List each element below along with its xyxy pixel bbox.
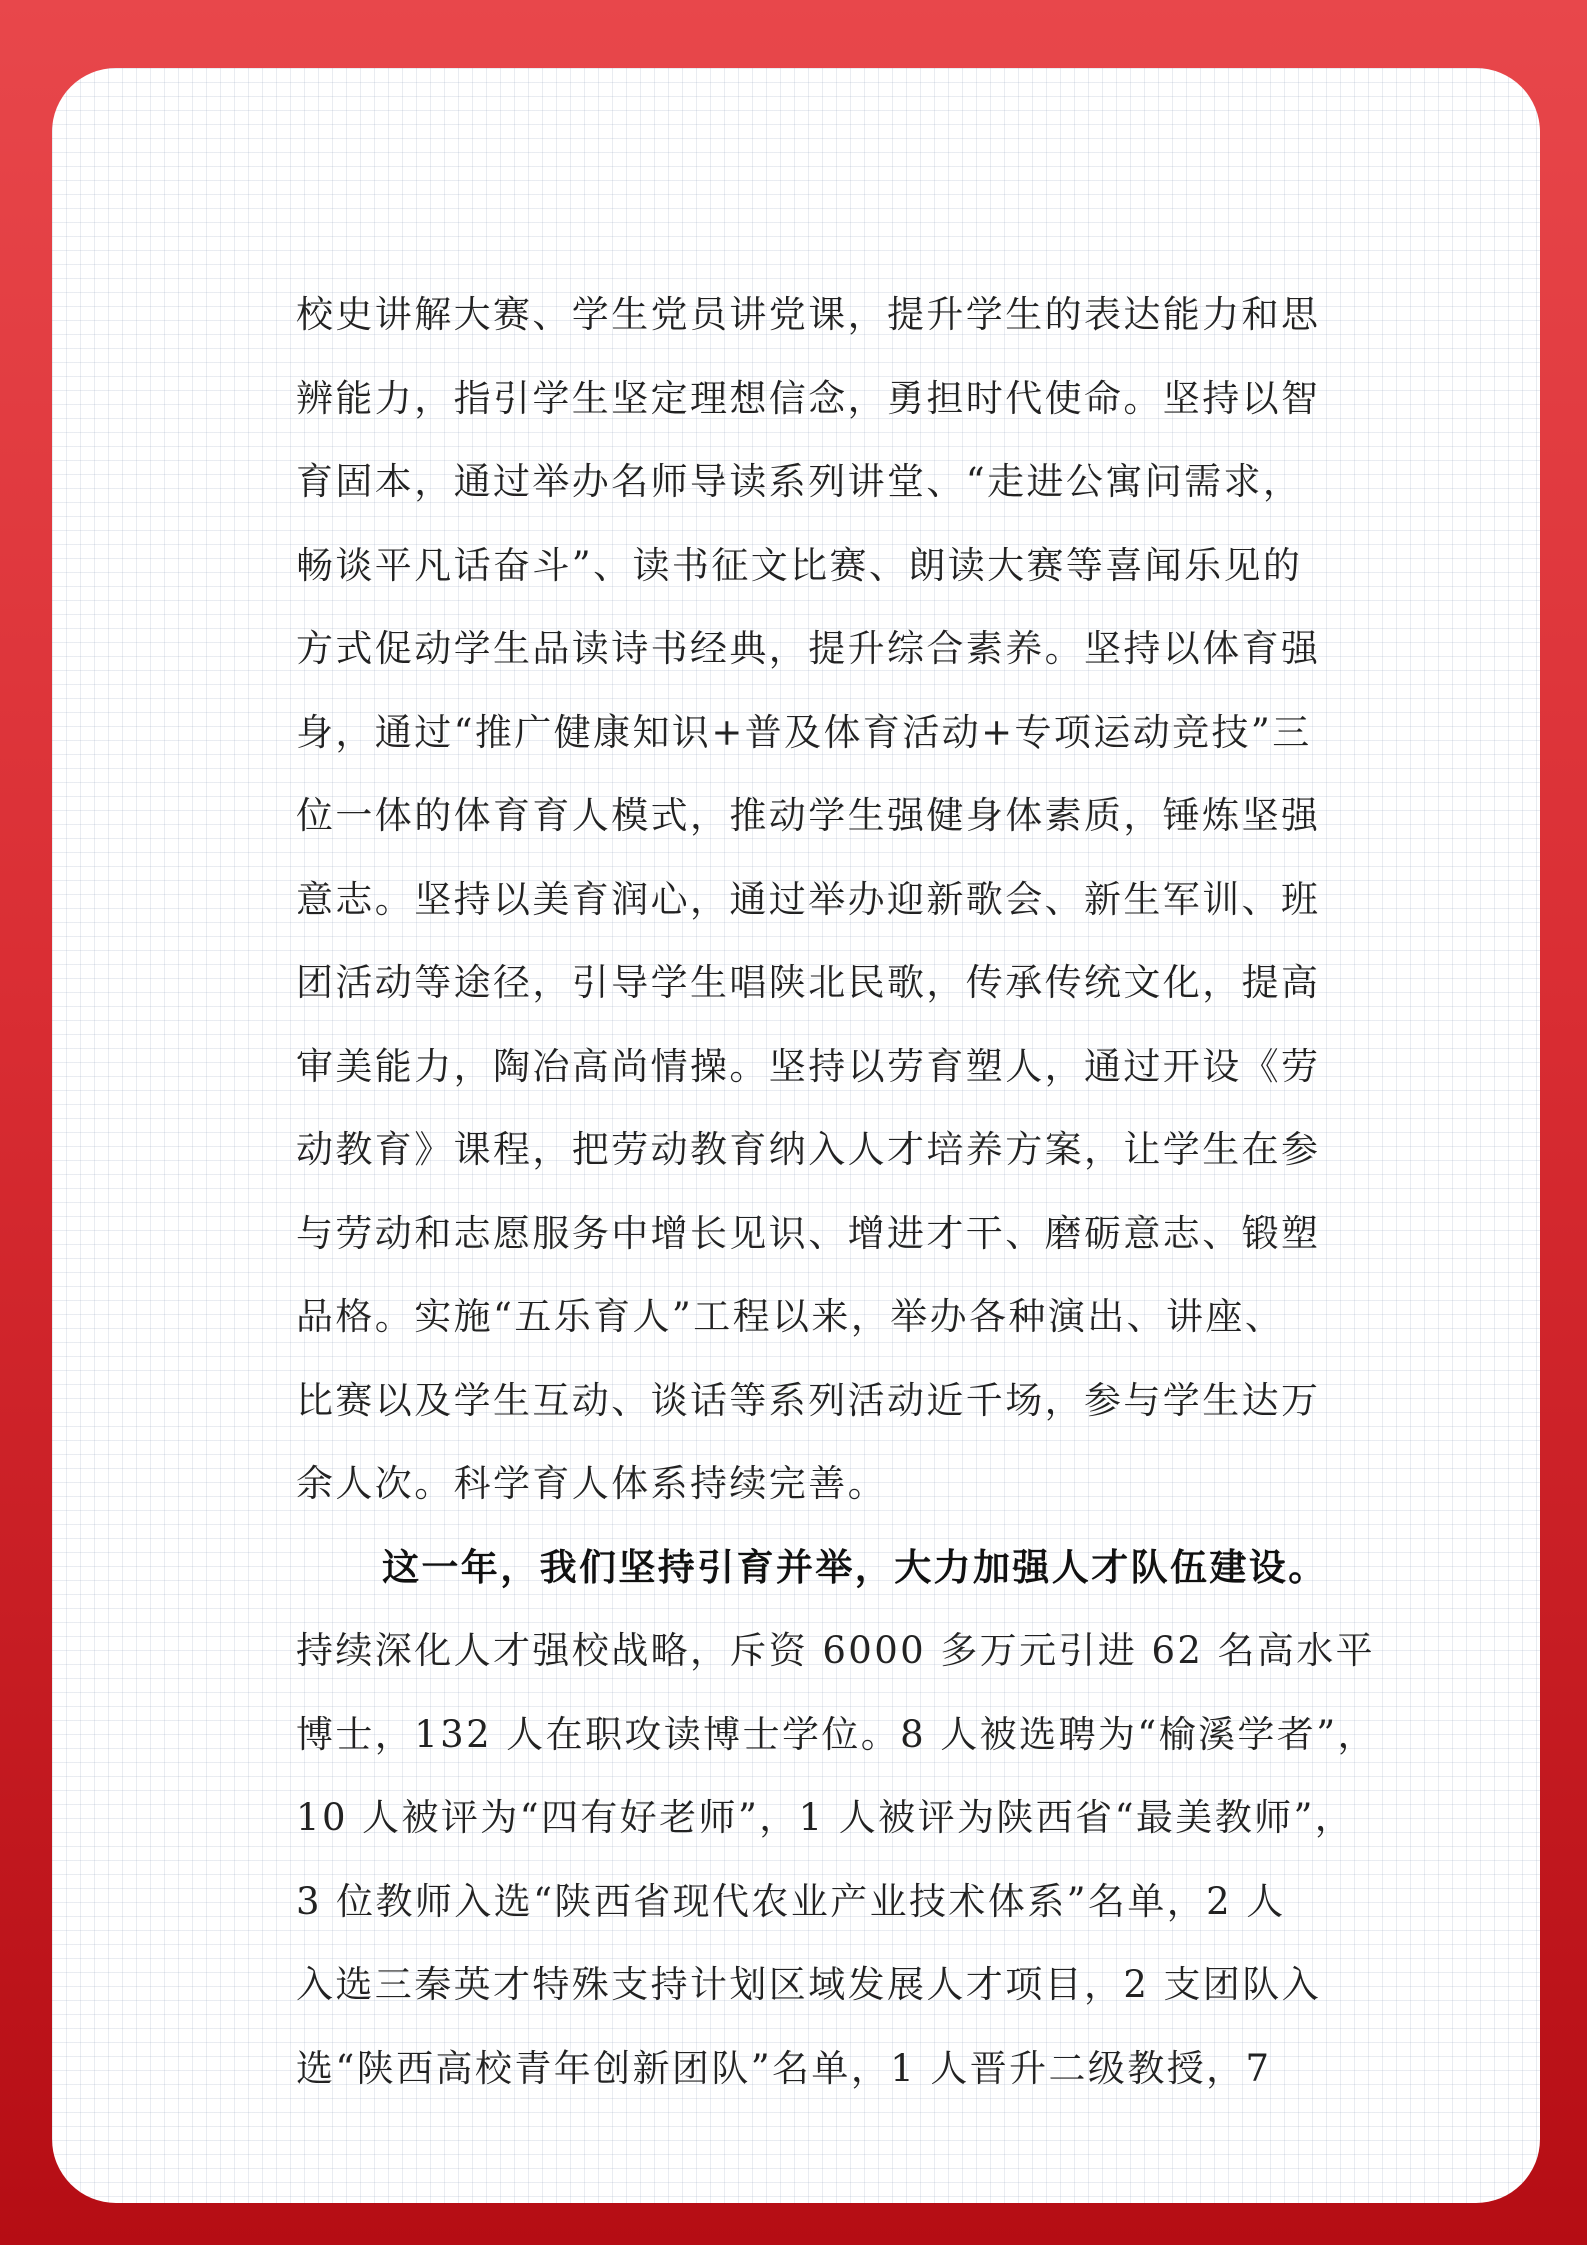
text-line: 持续深化人才强校战略，斥资 6000 多万元引进 62 名高水平 — [296, 1629, 1376, 1672]
text-line: 与劳动和志愿服务中增长见识、增进才干、磨砺意志、锻塑 — [296, 1211, 1321, 1255]
text-line: 校史讲解大赛、学生党员讲党课，提升学生的表达能力和思 — [296, 293, 1321, 336]
text-line: 余人次。科学育人体系持续完善。 — [296, 1462, 887, 1505]
text-line: 选“陕西高校青年创新团队”名单，1 人晋升二级教授，7 — [296, 2046, 1272, 2090]
text-line: 入选三秦英才特殊支持计划区域发展人才项目，2 支团队入 — [296, 1963, 1322, 2006]
text-line: 身，通过“推广健康知识+普及体育活动+专项运动竞技”三 — [296, 710, 1312, 754]
text-line: 动教育》课程，把劳动教育纳入人才培养方案，让学生在参 — [296, 1128, 1321, 1171]
paragraph-lead-sentence: 这一年，我们坚持引育并举，大力加强人才队伍建设。 — [382, 1544, 1328, 1589]
text-line: 辨能力，指引学生坚定理想信念，勇担时代使命。坚持以智 — [296, 376, 1321, 420]
text-line: 方式促动学生品读诗书经典，提升综合素养。坚持以体育强 — [296, 627, 1321, 670]
text-line: 畅谈平凡话奋斗”、读书征文比赛、朗读大赛等喜闻乐见的 — [296, 543, 1303, 587]
body-text — [296, 273, 1400, 2110]
text-line: 审美能力，陶冶高尚情操。坚持以劳育塑人，通过开设《劳 — [296, 1044, 1321, 1088]
text-line: 品格。实施“五乐育人”工程以来，举办各种演出、讲座、 — [296, 1295, 1285, 1338]
text-line: 比赛以及学生互动、谈话等系列活动近千场，参与学生达万 — [296, 1378, 1321, 1422]
text-line: 10 人被评为“四有好老师”，1 人被评为陕西省“最美教师”， — [296, 1796, 1355, 1839]
text-line: 意志。坚持以美育润心，通过举办迎新歌会、新生军训、班 — [296, 877, 1321, 921]
text-line: 位一体的体育育人模式，推动学生强健身体素质，锤炼坚强 — [296, 794, 1321, 837]
text-line: 博士，132 人在职攻读博士学位。8 人被选聘为“榆溪学者”， — [296, 1712, 1377, 1756]
text-line: 团活动等途径，引导学生唱陕北民歌，传承传统文化，提高 — [296, 961, 1321, 1004]
text-line: 育固本，通过举办名师导读系列讲堂、“走进公寓问需求， — [296, 460, 1303, 503]
text-line: 3 位教师入选“陕西省现代农业产业技术体系”名单，2 人 — [296, 1879, 1286, 1923]
document-page — [52, 68, 1540, 2203]
